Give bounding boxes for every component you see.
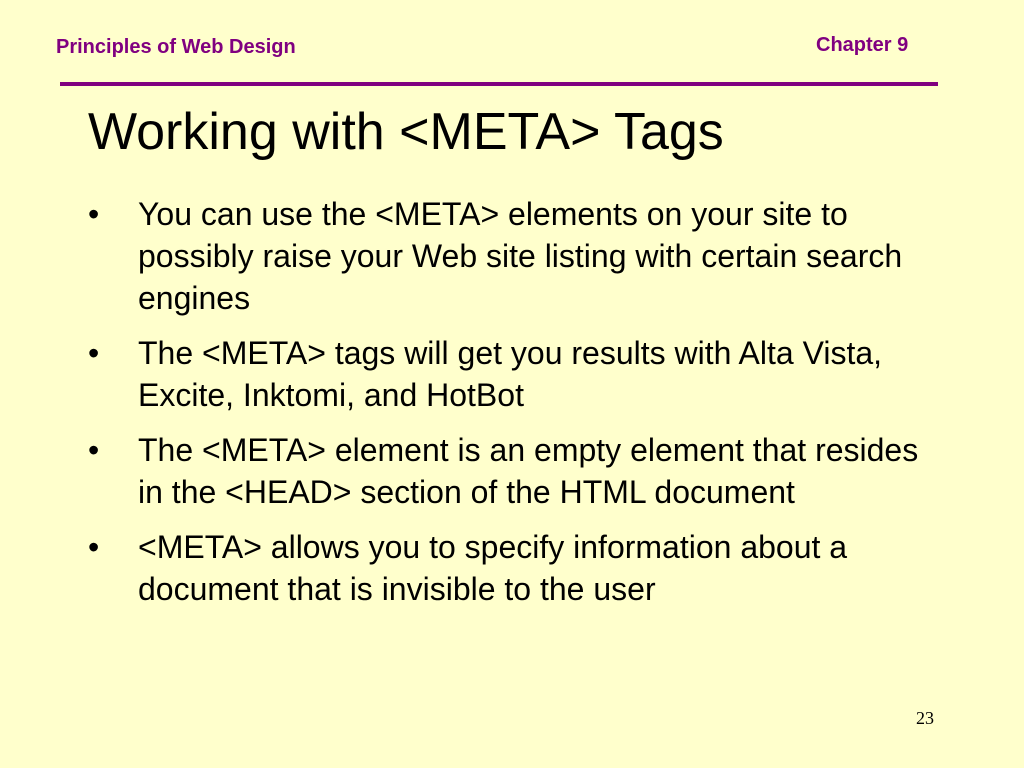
- bullet-mark: •: [88, 529, 100, 565]
- bullet-item: [84, 429, 924, 513]
- bullet-mark: •: [88, 432, 100, 468]
- bullet-text: The <META> element is an empty element that resides in the <HEAD> section of the HTML document: [138, 432, 919, 510]
- page-number: 23: [916, 708, 934, 728]
- slide-title: Working with <META> Tags: [88, 103, 724, 161]
- bullet-text: <META> allows you to specify information about a document that is invisible to the user: [138, 529, 848, 607]
- bullet-list: [84, 193, 924, 623]
- bullet-text: The <META> tags will get you results with Alta Vista, Excite, Inktomi, and HotBot: [138, 335, 883, 413]
- header-divider: [60, 82, 938, 86]
- bullet-text: You can use the <META> elements on your site to possibly raise your Web site listing with certain search engines: [138, 196, 903, 316]
- bullet-item: [84, 526, 924, 610]
- bullet-item: [84, 332, 924, 416]
- bullet-mark: •: [88, 335, 100, 371]
- chapter-label: Chapter 9: [816, 34, 909, 56]
- course-title: Principles of Web Design: [56, 36, 296, 58]
- bullet-mark: •: [88, 196, 100, 232]
- bullet-item: [84, 193, 924, 319]
